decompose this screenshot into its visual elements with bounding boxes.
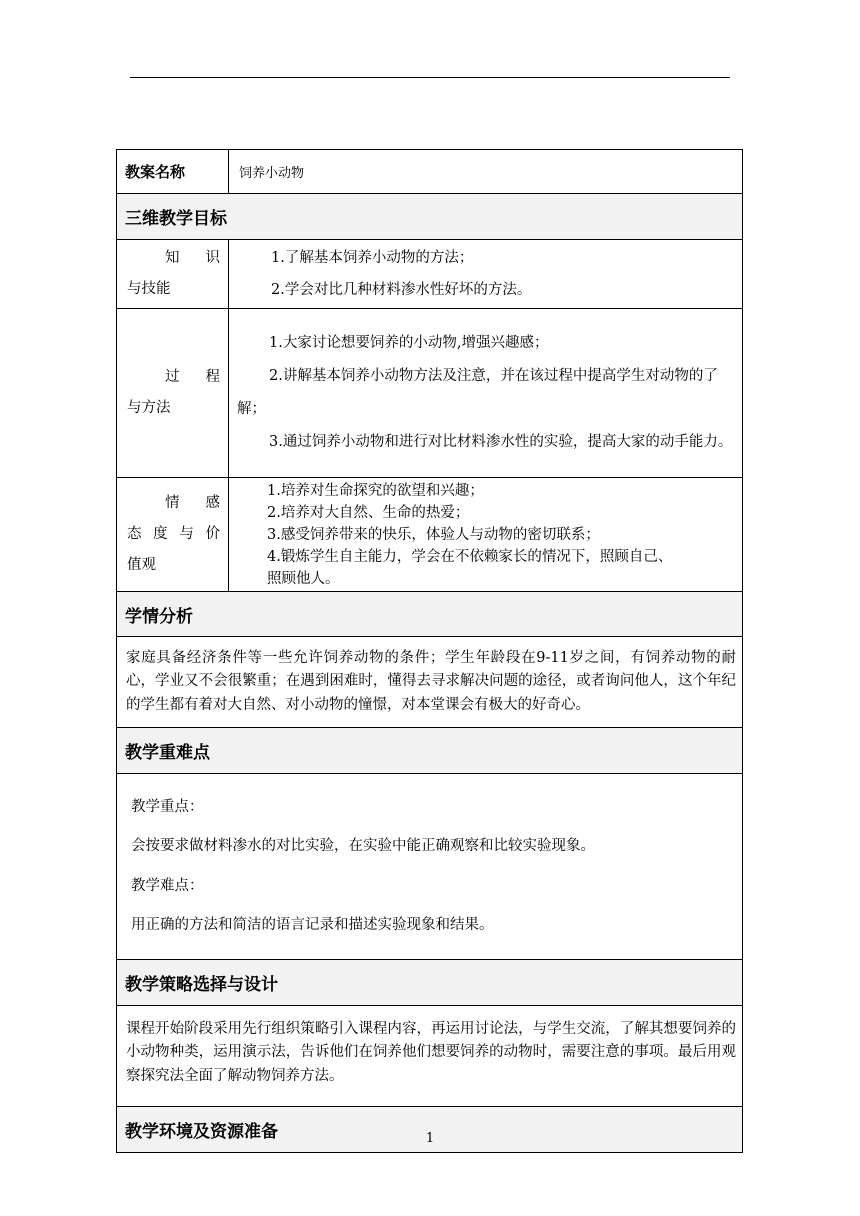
emotion-label-line2: 态度与价 xyxy=(127,526,220,542)
keypoints-row xyxy=(117,774,743,960)
keypoints-heading-row xyxy=(117,728,743,774)
strategy-heading-row xyxy=(117,959,743,1005)
process-item: 3.通过饲养小动物和进行对比材料渗水性的实验，提高大家的动手能力。 xyxy=(269,434,733,450)
focus-label: 教学重点： xyxy=(131,798,204,815)
strategy-heading: 教学策略选择与设计 xyxy=(117,959,743,1005)
emotion-item: 2.培养对大自然、生命的热爱； xyxy=(267,504,470,521)
goals-heading: 三维教学目标 xyxy=(117,194,743,240)
plan-name-label: 教案名称 xyxy=(117,150,229,194)
emotion-item: 3.感受饲养带来的快乐，体验人与动物的密切联系； xyxy=(267,526,600,543)
analysis-heading: 学情分析 xyxy=(117,592,743,637)
difficulty-text: 用正确的方法和简洁的语言记录和描述实验现象和结果。 xyxy=(131,917,494,933)
lesson-plan-table xyxy=(116,149,743,1153)
process-item: 2.讲解基本饲养小动物方法及注意，并在该过程中提高学生对动物的了解； xyxy=(237,368,718,417)
environment-heading: 教学环境及资源准备 xyxy=(117,1107,743,1153)
analysis-row xyxy=(117,637,743,728)
header-rule xyxy=(130,77,730,78)
process-content xyxy=(229,309,743,478)
knowledge-content xyxy=(229,240,743,309)
emotion-content xyxy=(229,478,743,592)
knowledge-label-line2: 与技能 xyxy=(127,281,171,297)
focus-text: 会按要求做材料渗水的对比实验，在实验中能正确观察和比较实验现象。 xyxy=(131,838,595,854)
emotion-label-line1: 情 感 xyxy=(165,495,220,511)
knowledge-row xyxy=(117,240,743,309)
emotion-item: 照顾他人。 xyxy=(267,570,340,587)
emotion-item: 1.培养对生命探究的欲望和兴趣； xyxy=(267,482,484,499)
knowledge-item: 2.学会对比几种材料渗水性好坏的方法。 xyxy=(271,282,532,298)
process-label-line1: 过 程 xyxy=(165,369,220,385)
emotion-item: 4.锻炼学生自主能力，学会在不依赖家长的情况下，照顾自己、 xyxy=(267,548,673,565)
emotion-label xyxy=(117,478,229,592)
process-label xyxy=(117,309,229,478)
emotion-label-line3: 值观 xyxy=(127,557,156,573)
plan-name-row xyxy=(117,150,743,194)
difficulty-label: 教学难点： xyxy=(131,877,204,894)
knowledge-label-line1: 知 识 xyxy=(165,250,220,266)
keypoints-content xyxy=(117,774,743,960)
knowledge-item: 1.了解基本饲养小动物的方法； xyxy=(271,250,474,266)
goals-heading-row xyxy=(117,194,743,240)
process-item: 1.大家讨论想要饲养的小动物,增强兴趣感； xyxy=(269,335,549,351)
process-label-line2: 与方法 xyxy=(127,400,171,416)
page-number: 1 xyxy=(425,1131,435,1146)
strategy-row xyxy=(117,1005,743,1107)
strategy-text: 课程开始阶段采用先行组织策略引入课程内容，再运用讨论法，与学生交流，了解其想要饲养的小动物种类，运用演示法，告诉他们在饲养他们想要饲养的动物时，需要注意的事项。最后用观察探究法全面了解动物饲养方法。 xyxy=(117,1005,743,1107)
keypoints-heading: 教学重难点 xyxy=(117,728,743,774)
emotion-row xyxy=(117,478,743,592)
plan-name-value: 饲养小动物 xyxy=(229,150,743,194)
analysis-text: 家庭具备经济条件等一些允许饲养动物的条件；学生年龄段在9-11岁之间，有饲养动物的耐心，学业又不会很繁重；在遇到困难时，懂得去寻求解决问题的途径，或者询问他人，这个年纪的学生都有着对大自然、对小动物的憧憬，对本堂课会有极大的好奇心。 xyxy=(117,637,743,728)
analysis-heading-row xyxy=(117,592,743,637)
knowledge-label xyxy=(117,240,229,309)
process-row xyxy=(117,309,743,478)
